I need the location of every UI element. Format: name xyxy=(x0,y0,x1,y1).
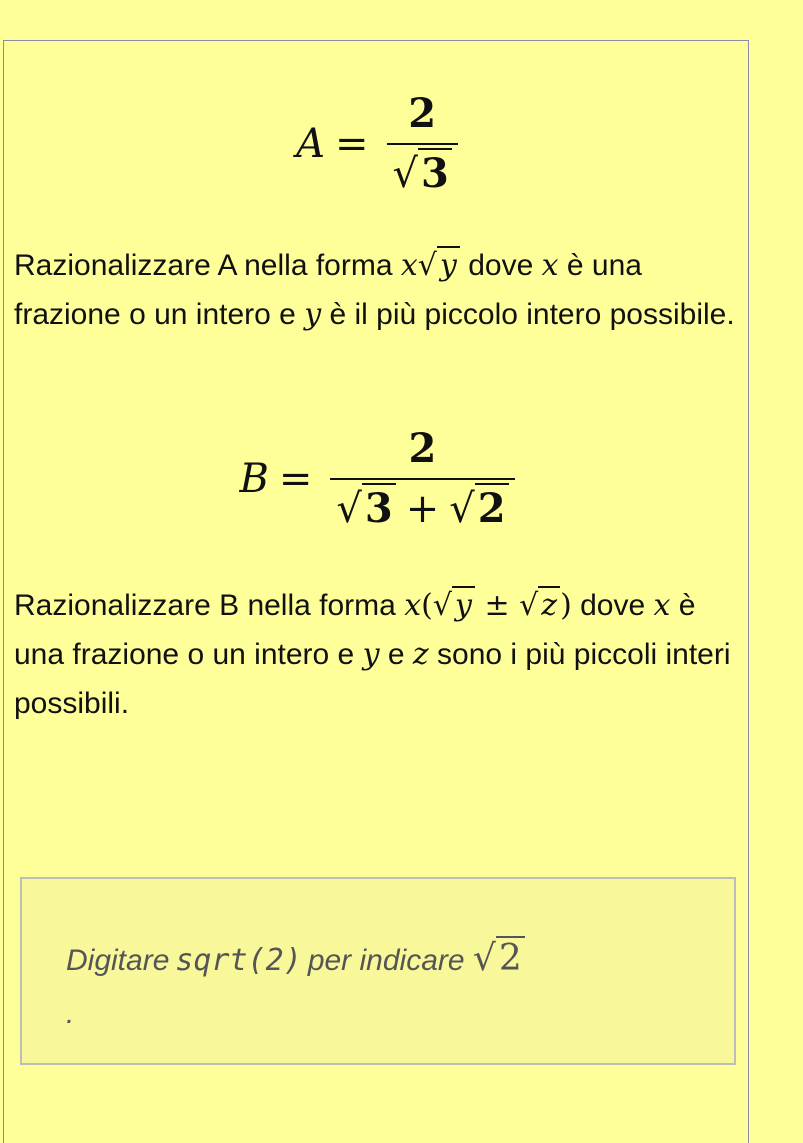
question-panel xyxy=(3,40,749,1143)
instruction-a-sqrt: √ y xyxy=(418,241,460,290)
formula-a-denominator xyxy=(387,143,458,197)
formula-b-denominator: √3 + √2 xyxy=(330,478,514,532)
formula-b-fraction xyxy=(330,426,514,532)
instruction-b-sqrt-z: √ z xyxy=(519,581,560,630)
hint-box xyxy=(20,877,736,1065)
formula-b xyxy=(4,426,750,532)
formula-a-equals: = xyxy=(335,121,369,167)
instruction-b: Razionalizzare B nella forma x(√ y ± √ z ) dove x è una frazione o un intero e y e z sono i più piccoli interi possibili. xyxy=(14,581,744,728)
formula-a-fraction xyxy=(387,91,458,197)
formula-b-lhs: B xyxy=(239,456,269,502)
formula-a-lhs: A xyxy=(296,121,326,167)
hint-trailing-dot: . xyxy=(66,997,75,1030)
instruction-b-sqrt-y: √ y xyxy=(433,581,475,630)
hint-code: sqrt(2) xyxy=(175,943,302,978)
formula-a-numerator: 2 xyxy=(408,90,437,137)
instruction-a: Razionalizzare A nella forma x√ y dove x è una frazione o un intero e y è il più piccolo intero possibile. xyxy=(14,241,744,339)
formula-b-sqrt-2: √2 xyxy=(449,486,508,532)
formula-b-equals: = xyxy=(278,456,313,502)
formula-a-sqrt: √3 xyxy=(393,151,452,197)
formula-b-sqrt-1: √3 xyxy=(336,486,395,532)
formula-a xyxy=(4,91,750,197)
hint-text: Digitare sqrt(2) per indicare √2 xyxy=(66,931,726,989)
hint-sqrt: √2 xyxy=(473,931,525,987)
formula-b-numerator: 2 xyxy=(408,425,437,472)
